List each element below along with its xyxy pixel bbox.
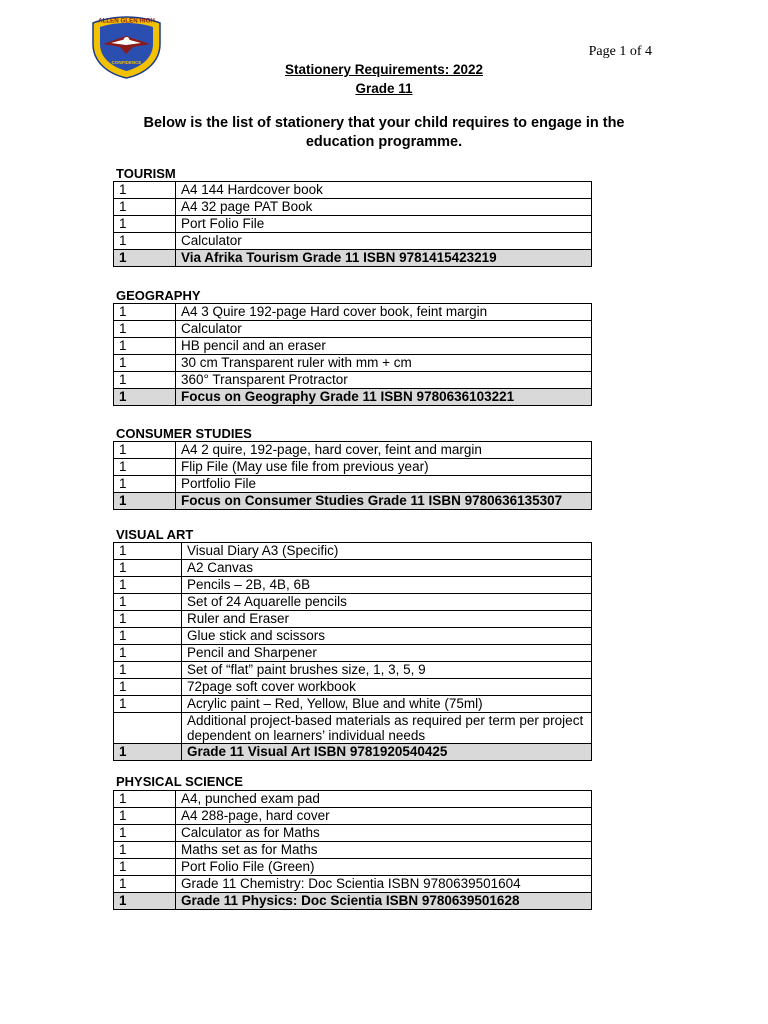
table-row	[114, 791, 592, 808]
quantity-cell: 1	[114, 493, 176, 510]
section-heading-geography: GEOGRAPHY	[116, 288, 201, 303]
quantity-cell: 1	[114, 842, 176, 859]
quantity-cell: 1	[114, 645, 182, 662]
table-row	[114, 893, 592, 910]
item-cell: Glue stick and scissors	[182, 628, 592, 645]
quantity-cell	[114, 713, 182, 744]
quantity-cell: 1	[114, 321, 176, 338]
quantity-cell: 1	[114, 216, 176, 233]
item-cell: Pencil and Sharpener	[182, 645, 592, 662]
item-cell: A2 Canvas	[182, 560, 592, 577]
item-cell: Acrylic paint – Red, Yellow, Blue and white (75ml)	[182, 696, 592, 713]
item-cell: 360° Transparent Protractor	[176, 372, 592, 389]
table-row	[114, 825, 592, 842]
quantity-cell: 1	[114, 250, 176, 267]
intro-text: Below is the list of stationery that your child requires to engage in the education programme.	[143, 115, 625, 150]
table-row	[114, 493, 592, 510]
table-physical-science	[113, 790, 592, 910]
item-cell: Flip File (May use file from previous year)	[176, 459, 592, 476]
table-row	[114, 372, 592, 389]
logo-text: ALLEN GLEN HIGH	[98, 17, 155, 25]
item-cell: Pencils – 2B, 4B, 6B	[182, 577, 592, 594]
section-heading-visual-art: VISUAL ART	[116, 527, 194, 542]
table-row	[114, 679, 592, 696]
item-cell: Ruler and Eraser	[182, 611, 592, 628]
table-row	[114, 744, 592, 761]
geography-rows	[114, 304, 592, 406]
item-cell: Visual Diary A3 (Specific)	[182, 543, 592, 560]
quantity-cell: 1	[114, 338, 176, 355]
logo-motto: CONFIDENCE	[111, 60, 142, 65]
grade-heading: Grade 11	[355, 81, 413, 96]
item-cell: Focus on Consumer Studies Grade 11 ISBN 9780636135307	[176, 493, 592, 510]
quantity-cell: 1	[114, 233, 176, 250]
item-cell: Via Afrika Tourism Grade 11 ISBN 9781415423219	[176, 250, 592, 267]
item-cell: A4 2 quire, 192-page, hard cover, feint and margin	[176, 442, 592, 459]
quantity-cell: 1	[114, 628, 182, 645]
item-cell: Grade 11 Chemistry: Doc Scientia ISBN 9780639501604	[176, 876, 592, 893]
item-cell: Additional project-based materials as required per term per project dependent on learners’ individual needs	[182, 713, 592, 744]
quantity-cell: 1	[114, 744, 182, 761]
quantity-cell: 1	[114, 543, 182, 560]
table-row	[114, 389, 592, 406]
section-heading-tourism: TOURISM	[116, 166, 176, 181]
quantity-cell: 1	[114, 577, 182, 594]
item-cell: A4, punched exam pad	[176, 791, 592, 808]
table-row	[114, 594, 592, 611]
quantity-cell: 1	[114, 876, 176, 893]
quantity-cell: 1	[114, 442, 176, 459]
table-geography	[113, 303, 592, 406]
quantity-cell: 1	[114, 662, 182, 679]
table-row	[114, 628, 592, 645]
table-row	[114, 459, 592, 476]
quantity-cell: 1	[114, 304, 176, 321]
table-row	[114, 442, 592, 459]
item-cell: 72page soft cover workbook	[182, 679, 592, 696]
item-cell: Port Folio File (Green)	[176, 859, 592, 876]
item-cell: Focus on Geography Grade 11 ISBN 9780636103221	[176, 389, 592, 406]
table-row	[114, 355, 592, 372]
document-title: Stationery Requirements: 2022	[284, 62, 484, 77]
table-tourism	[113, 181, 592, 267]
item-cell: Set of 24 Aquarelle pencils	[182, 594, 592, 611]
quantity-cell: 1	[114, 182, 176, 199]
table-row	[114, 842, 592, 859]
item-cell: Port Folio File	[176, 216, 592, 233]
table-row	[114, 338, 592, 355]
consumer-rows	[114, 442, 592, 510]
quantity-cell: 1	[114, 859, 176, 876]
table-consumer-studies	[113, 441, 592, 510]
item-cell: Calculator	[176, 233, 592, 250]
table-visual-art	[113, 542, 592, 761]
tourism-rows	[114, 182, 592, 267]
table-row	[114, 645, 592, 662]
quantity-cell: 1	[114, 355, 176, 372]
quantity-cell: 1	[114, 808, 176, 825]
table-row	[114, 696, 592, 713]
visual-art-rows	[114, 543, 592, 761]
item-cell: A4 32 page PAT Book	[176, 199, 592, 216]
quantity-cell: 1	[114, 389, 176, 406]
item-cell: A4 144 Hardcover book	[176, 182, 592, 199]
quantity-cell: 1	[114, 791, 176, 808]
table-row	[114, 233, 592, 250]
table-row	[114, 662, 592, 679]
table-row	[114, 859, 592, 876]
table-row	[114, 611, 592, 628]
quantity-cell: 1	[114, 459, 176, 476]
quantity-cell: 1	[114, 560, 182, 577]
section-heading-physical-science: PHYSICAL SCIENCE	[116, 774, 243, 789]
item-cell: Grade 11 Visual Art ISBN 9781920540425	[182, 744, 592, 761]
table-row	[114, 876, 592, 893]
table-row	[114, 250, 592, 267]
quantity-cell: 1	[114, 679, 182, 696]
table-row	[114, 713, 592, 744]
table-row	[114, 321, 592, 338]
item-cell: Grade 11 Physics: Doc Scientia ISBN 9780639501628	[176, 893, 592, 910]
quantity-cell: 1	[114, 825, 176, 842]
quantity-cell: 1	[114, 696, 182, 713]
table-row	[114, 560, 592, 577]
table-row	[114, 304, 592, 321]
item-cell: A4 288-page, hard cover	[176, 808, 592, 825]
item-cell: Set of “flat” paint brushes size, 1, 3, 5, 9	[182, 662, 592, 679]
item-cell: Calculator as for Maths	[176, 825, 592, 842]
physical-science-rows	[114, 791, 592, 910]
table-row	[114, 216, 592, 233]
quantity-cell: 1	[114, 611, 182, 628]
item-cell: 30 cm Transparent ruler with mm + cm	[176, 355, 592, 372]
table-row	[114, 199, 592, 216]
table-row	[114, 577, 592, 594]
table-row	[114, 543, 592, 560]
section-heading-consumer-studies: CONSUMER STUDIES	[116, 426, 252, 441]
item-cell: Portfolio File	[176, 476, 592, 493]
item-cell: HB pencil and an eraser	[176, 338, 592, 355]
item-cell: Calculator	[176, 321, 592, 338]
quantity-cell: 1	[114, 372, 176, 389]
quantity-cell: 1	[114, 594, 182, 611]
table-row	[114, 476, 592, 493]
quantity-cell: 1	[114, 893, 176, 910]
page-number: Page 1 of 4	[588, 44, 652, 59]
table-row	[114, 182, 592, 199]
item-cell: A4 3 Quire 192-page Hard cover book, feint margin	[176, 304, 592, 321]
quantity-cell: 1	[114, 476, 176, 493]
table-row	[114, 808, 592, 825]
item-cell: Maths set as for Maths	[176, 842, 592, 859]
quantity-cell: 1	[114, 199, 176, 216]
